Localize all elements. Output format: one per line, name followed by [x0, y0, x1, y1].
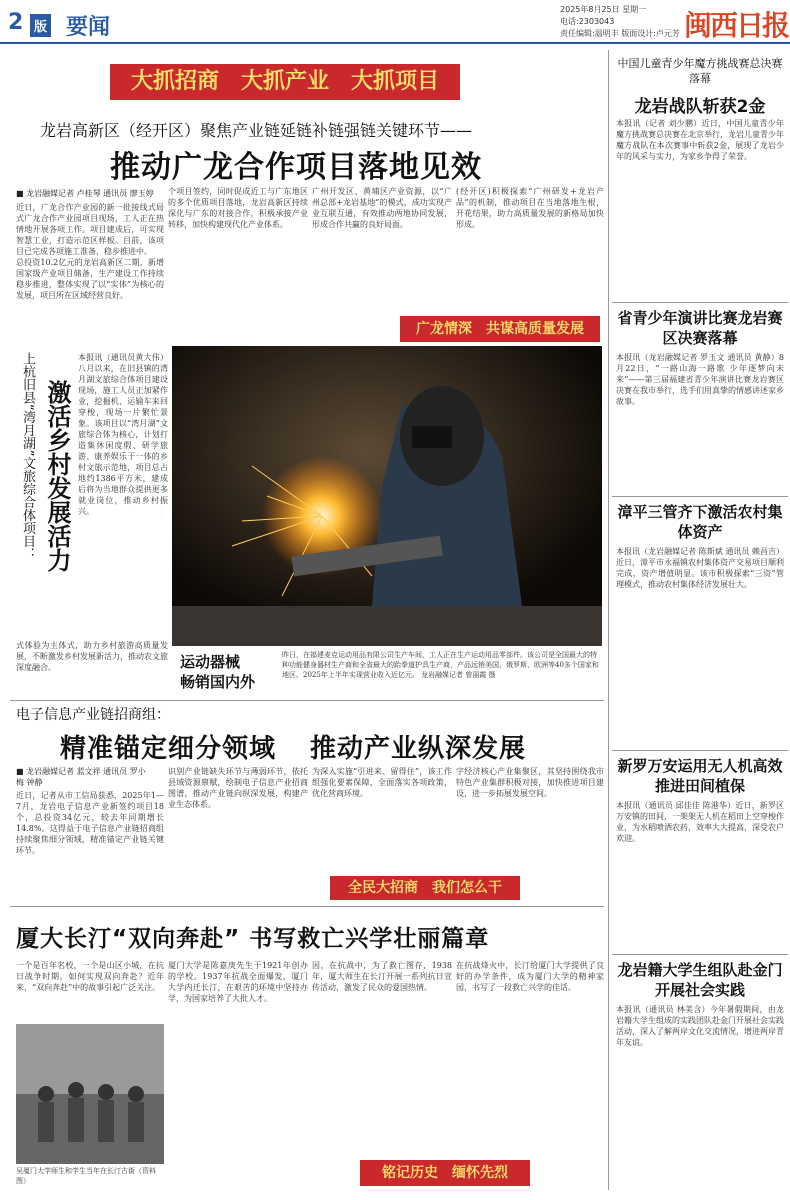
elec-body-col4: 字经济核心产业集聚区，其坚持围绕我市特色产业集群积极对接，加快推进项目建设，进一步拓展发展空间。 — [456, 767, 604, 798]
right-s3-title: 漳平三管齐下激活农村集体资产 — [617, 503, 783, 541]
elec-body-col2: 识别产业链缺失环节与薄弱环节，依托县域资源禀赋，绘制电子信息产业招商图谱，推动产业链向纵深发展，构建产业生态体系。 — [168, 767, 308, 809]
elec-bar: 全民大招商 我们怎么干 — [330, 876, 520, 900]
section-rule-2 — [10, 906, 604, 907]
elec-body-col3: 为深入实施“引进来、留得住”，该工作组强化要素保障，全面落实各项政策，优化营商环境。 — [312, 767, 452, 798]
elec-kicker: 电子信息产业链招商组： — [16, 707, 170, 723]
welder-illustration — [172, 346, 602, 646]
main-body-col3: 广州开发区、黄埔区产业资源，以“广州总部+龙岩基地”的模式，成功实现产业互联互通，有效推动两地协同发展，形成合作共赢的良好局面。 — [312, 187, 452, 229]
right-rule-3 — [612, 750, 788, 751]
section-rule — [10, 700, 604, 701]
factory-photo — [172, 346, 602, 646]
elec-headline-2: 推动产业纵深发展 — [310, 734, 527, 764]
right-s3-body: 本报讯（龙岩融媒记者 陈斯斌 通讯员 赖昌吉）近日，漳平市永福镇农村集体资产交易项目顺利完成，资产增值明显。该市积极探索“三资”管理模式，推动农村集体经济发展壮大。 — [616, 547, 784, 589]
right-s1-body: 本报讯（记者 刘少鹏）近日，中国儿童青少年魔方挑战赛总决赛在北京举行，龙岩儿童青少年魔方战队在本次赛事中斩获2金，展现了龙岩少年的风采与实力，为家乡争得了荣誉。 — [616, 119, 784, 161]
page-number: 2 — [8, 10, 24, 35]
photo-caption-title: 运动器械 畅销国内外 — [180, 653, 256, 691]
elec-headline-1: 精准锚定细分领域 — [60, 734, 277, 764]
historical-photo-illustration — [16, 1024, 164, 1164]
right-rule-4 — [612, 954, 788, 955]
xiamen-body-col4: 在抗战烽火中，长汀给厦门大学提供了良好的办学条件，成为厦门大学的精神家园，书写了一段救亡兴学的佳话。 — [456, 961, 604, 992]
header-meta — [560, 4, 680, 40]
phone-line: 电话:2303043 — [560, 17, 615, 26]
right-s4-body: 本报讯（通讯员 邱佳佳 陈港华）近日，新罗区万安镇的田间，一架架无人机在稻田上空穿梭作业，为水稻喷洒农药，效率大大提高，深受农户欢迎。 — [616, 801, 784, 843]
historical-photo-caption: 吴厦门大学师生和学生当年在长汀古街（资料图） — [16, 1167, 156, 1185]
xiamen-headline: 厦大长汀“双向奔赴” 书写救亡兴学壮丽篇章 — [16, 926, 490, 952]
elec-byline: ■ 龙岩融媒记者 蓝文祥 通讯员 罗小梅 钟静 — [16, 767, 146, 787]
campaign-banner: 大抓招商 大抓产业 大抓项目 — [110, 64, 460, 100]
issue-date: 2025年8月25日 星期一 — [560, 5, 647, 14]
main-kicker: 龙岩高新区（经开区）聚焦产业链延链补链强链关键环节—— — [40, 121, 473, 140]
left-headline: 激活乡村发展活力 — [43, 380, 71, 572]
xiamen-body-col2: 厦门大学是陈嘉庚先生于1921年创办的学校。1937年抗战全面爆发，厦门大学内迁长汀，在艰苦的环境中坚持办学，为国家培养了大批人才。 — [168, 961, 308, 1003]
editor-line: 责任编辑:温明丰 版面设计:卢元芳 — [560, 29, 680, 38]
photo-caption: 昨日，在福建麦克运动用品有限公司生产车间，工人正在生产运动用品零部件。该公司是全国最大的特种功能健身器材生产商和全省最大的跆拳道护具生产商，产品远销美国、俄罗斯、欧洲等40多个国家和地区。2025年上半年实现营业收入近亿元。 龙岩融媒记者 曾丽霞 摄 — [282, 651, 599, 679]
right-rule-1 — [612, 302, 788, 303]
newspaper-logo: 闽西日报 — [684, 9, 789, 42]
page-header — [0, 0, 790, 44]
historical-photo — [16, 1024, 164, 1164]
main-body-col1: 近日，广龙合作产业园的新一批接线式局式广龙合作产业园项目现场，工人正在热情地开展各项工作。项目建成后，可实现智慧工业，打造示范区样板。目前，该项目已完成各项施工准备，稳步推进中。 总投资10.2亿元的龙岩高新区二期，新增国家级产业项目储备，生产建设工作持续稳步推进，整体实现了以“实体”为核心的发展，项目所在区域经营良好。 — [16, 203, 164, 300]
subtitle-bar: 广龙情深 共谋高质量发展 — [400, 316, 600, 342]
right-s1-kicker: 中国儿童青少年魔方挑战赛总决赛落幕 — [617, 57, 783, 85]
section-title: 要闻 — [66, 15, 111, 40]
elec-body-col1: 近日，记者从市工信局获悉，2025年1—7月，龙岩电子信息产业新签约项目18个，总投资34亿元，较去年同期增长14.8%。这得益于电子信息产业链招商组持续聚焦细分领域，精准锚定产业链关键环节。 — [16, 791, 164, 855]
xiamen-body-col1: 一个是百年名校，一个是山区小城，在抗日战争时期，如何实现双向奔赴？近年来，“双向奔赴”中的故事引起广泛关注。 — [16, 961, 164, 992]
right-s2-body: 本报讯（龙岩融媒记者 罗玉文 通讯员 黄静）8月22日，“一路山海一路歌 少年逐梦向未来”——第三届福建省青少年演讲比赛龙岩赛区决赛在我市举行，选手们用真挚的情感讲述家乡故事。 — [616, 353, 784, 406]
right-s1-title: 龙岩战队斩获2金 — [634, 97, 766, 117]
xiamen-body-col3: 因，在抗战中，为了救亡图存，1938年，厦大师生在长汀开展一系列抗日宣传活动，激发了民众的爱国热情。 — [312, 961, 452, 992]
column-divider — [608, 50, 609, 1190]
right-s5-body: 本报讯（通讯员 林美含）今年暑假期间，由龙岩籍大学生组成的实践团队赴金门开展社会实践活动，深入了解两岸文化交流情况，增进两岸青年友谊。 — [616, 1005, 784, 1047]
main-body-col4: (经开区)积极探索“广州研发+龙岩产品”的机制，推动项目在当地落地生根，开花结果，助力高质量发展的新格局加快形成。 — [456, 187, 604, 229]
left-body-tail: 式体验为主体式，助力乡村旅游高质量发展，不断激发乡村发展新活力，推动农文旅深度融合。 — [16, 641, 168, 672]
left-body: 本报讯（通讯员黄大伟）八月以来，在旧县镇的湾月湖文旅综合体项目建设现场，施工人员正加紧作业，挖掘机、运输车来回穿梭，现场一片繁忙景象。该项目以“湾月湖”文旅综合体为核心，计划打造集休闲度假、研学旅游、康养娱乐于一体的乡村文旅示范地，项目总占地约1386平方米，建成后将为当地群众提供更多就业岗位，推动乡村振兴。 — [78, 353, 168, 516]
main-body-col2: 个项目签约，同时促成近工与广东地区的多个优质项目落地，龙岩高新区持续深化与广东的对接合作，积极承接产业转移，加快构建现代化产业体系。 — [168, 187, 308, 229]
right-s2-title: 省青少年演讲比赛龙岩赛区决赛落幕 — [617, 309, 783, 347]
main-byline: ■ 龙岩融媒记者 卢桂琴 通讯员 廖玉婷 — [16, 189, 154, 198]
left-kicker: 上杭旧县“湾月湖”文旅综合体项目： — [20, 352, 35, 561]
right-s5-title: 龙岩籍大学生组队赴金门开展社会实践 — [617, 961, 783, 999]
right-s4-title: 新罗万安运用无人机高效推进田间植保 — [617, 757, 783, 795]
main-headline: 推动广龙合作项目落地见效 — [110, 150, 482, 185]
memorial-bar: 铭记历史 缅怀先烈 — [360, 1160, 530, 1186]
right-rule-2 — [612, 496, 788, 497]
page-label: 版 — [30, 14, 51, 37]
